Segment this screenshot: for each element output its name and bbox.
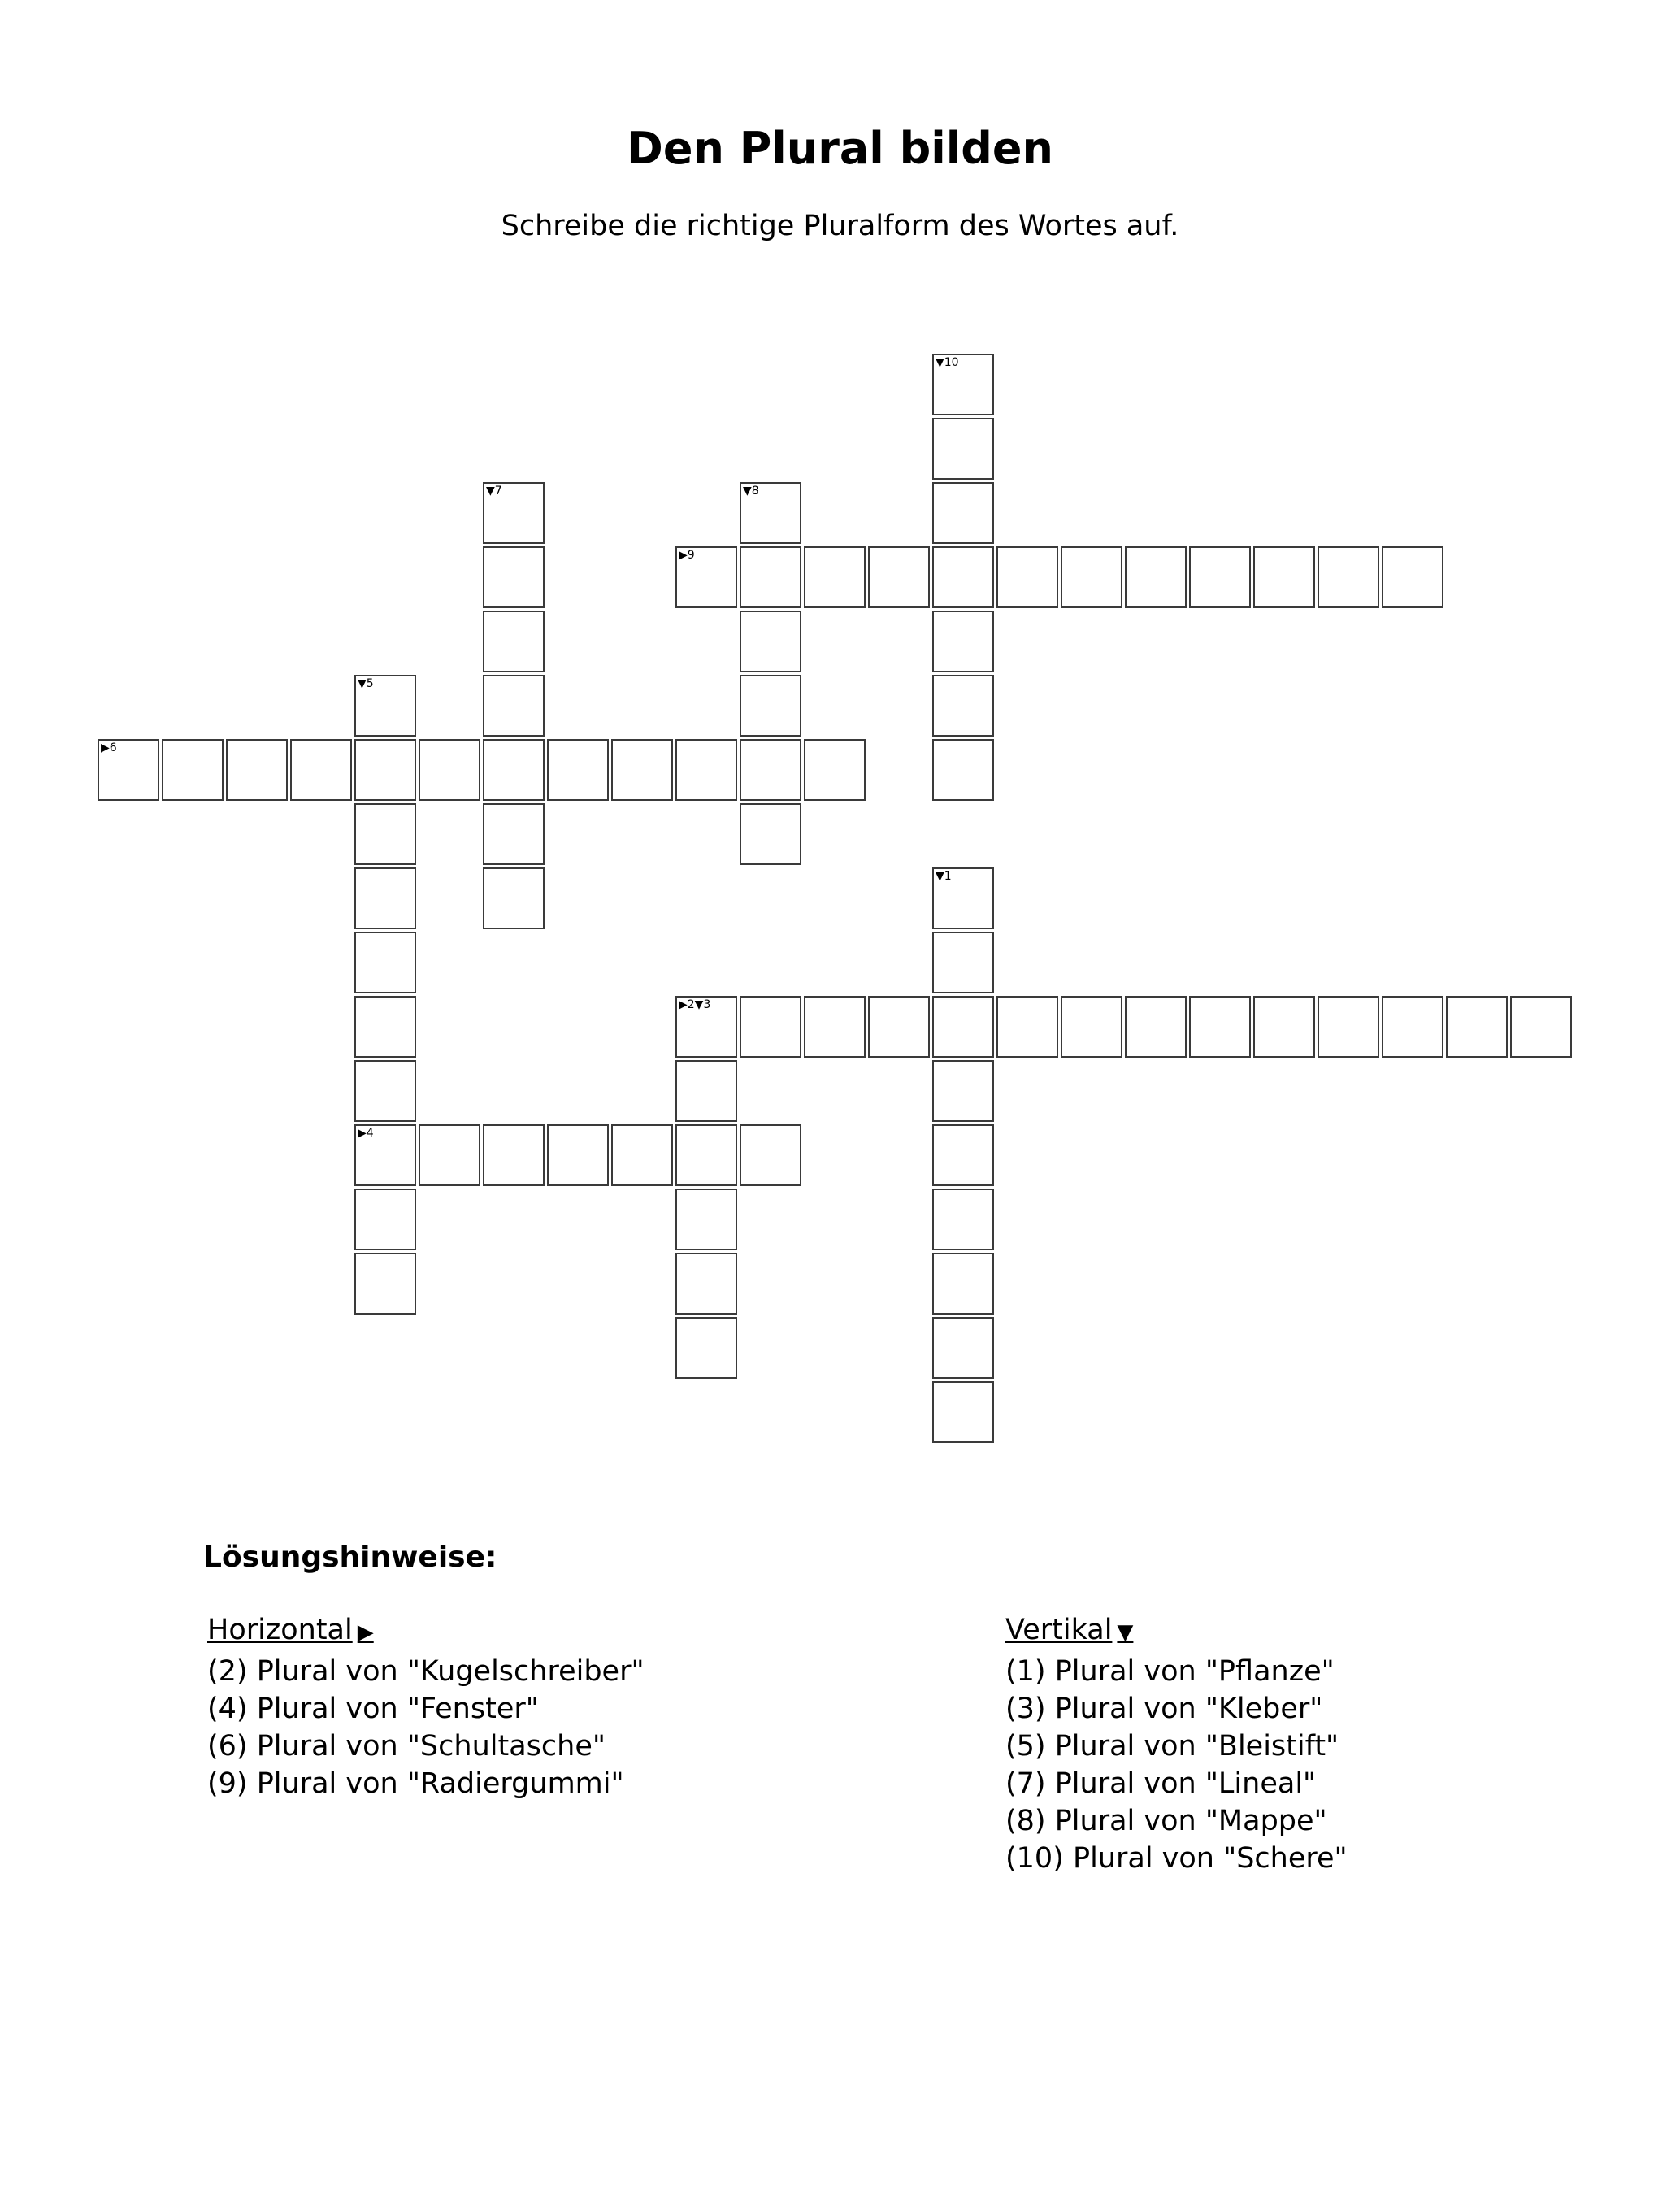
clue-number: ▶9 [679,549,695,562]
grid-cell[interactable] [1189,546,1251,608]
down-arrow-icon: ▼ [1117,1620,1134,1645]
across-clue-4: (4) Plural von "Fenster" [207,1693,539,1725]
right-arrow-icon: ▶ [357,1620,374,1645]
grid-cell[interactable] [483,867,545,929]
grid-cell[interactable] [1125,546,1187,608]
grid-cell[interactable] [740,611,801,672]
grid-cell[interactable] [419,1124,480,1186]
grid-cell[interactable] [932,996,994,1058]
down-clues [1005,1611,1348,1877]
grid-cell[interactable] [675,1189,737,1250]
grid-cell[interactable] [932,354,994,415]
grid-cell[interactable] [932,1381,994,1443]
grid-cell[interactable] [483,675,545,737]
grid-cell[interactable] [932,675,994,737]
grid-cell[interactable] [483,1124,545,1186]
grid-cell[interactable] [1318,996,1379,1058]
grid-cell[interactable] [932,611,994,672]
grid-cell[interactable] [354,1253,416,1315]
across-clue-2: (2) Plural von "Kugelschreiber" [207,1655,645,1688]
grid-cell[interactable] [1446,996,1508,1058]
grid-cell[interactable] [804,739,866,801]
grid-cell[interactable] [483,482,545,544]
grid-cell[interactable] [611,739,673,801]
across-clue-6: (6) Plural von "Schultasche" [207,1730,606,1763]
grid-cell[interactable] [868,996,930,1058]
grid-cell[interactable] [1061,996,1122,1058]
grid-cell[interactable] [1318,546,1379,608]
grid-cell[interactable] [354,803,416,865]
grid-cell[interactable] [932,1253,994,1315]
down-clue-5: (5) Plural von "Bleistift" [1005,1730,1339,1763]
grid-cell[interactable] [868,546,930,608]
grid-cell[interactable] [1125,996,1187,1058]
grid-cell[interactable] [675,1317,737,1379]
grid-cell[interactable] [1382,996,1443,1058]
clue-number: ▼7 [486,485,502,498]
grid-cell[interactable] [675,1253,737,1315]
instructions: Schreibe die richtige Pluralform des Wortes auf. [501,210,1179,242]
grid-cell[interactable] [483,739,545,801]
grid-cell[interactable] [547,1124,609,1186]
clue-number: ▼5 [358,677,374,690]
grid-cell[interactable] [1061,546,1122,608]
grid-cell[interactable] [740,1124,801,1186]
grid-cell[interactable] [1382,546,1443,608]
grid-cell[interactable] [932,418,994,480]
grid-cell[interactable] [740,803,801,865]
grid-cell[interactable] [932,1189,994,1250]
clue-number: ▼1 [936,870,952,883]
grid-cell[interactable] [354,1060,416,1122]
grid-cell[interactable] [354,675,416,737]
across-clues [207,1611,645,1802]
grid-cell[interactable] [932,1060,994,1122]
grid-cell[interactable] [932,1124,994,1186]
grid-cell[interactable] [419,739,480,801]
grid-cell[interactable] [675,1124,737,1186]
grid-cell[interactable] [675,546,737,608]
grid-cell[interactable] [804,546,866,608]
down-clue-10: (10) Plural von "Schere" [1005,1842,1348,1875]
grid-cell[interactable] [996,996,1058,1058]
grid-cell[interactable] [1253,996,1315,1058]
hints-heading: Lösungshinweise: [203,1541,497,1574]
clue-number: ▼8 [743,485,759,498]
grid-cell[interactable] [290,739,352,801]
grid-cell[interactable] [675,1060,737,1122]
clue-number: ▶6 [101,741,117,754]
clue-number: ▶2▼3 [679,998,711,1011]
grid-cell[interactable] [932,482,994,544]
across-clue-9: (9) Plural von "Radiergummi" [207,1767,624,1800]
grid-cell[interactable] [932,867,994,929]
grid-cell[interactable] [996,546,1058,608]
down-clue-8: (8) Plural von "Mappe" [1005,1805,1327,1837]
grid-cell[interactable] [354,996,416,1058]
grid-cell[interactable] [740,546,801,608]
down-clue-3: (3) Plural von "Kleber" [1005,1693,1323,1725]
grid-cell[interactable] [932,932,994,993]
clue-number: ▼10 [936,356,959,369]
page-title: Den Plural bilden [627,123,1053,174]
grid-cell[interactable] [226,739,288,801]
grid-cell[interactable] [354,932,416,993]
grid-cell[interactable] [932,546,994,608]
grid-cell[interactable] [1253,546,1315,608]
down-clue-1: (1) Plural von "Pflanze" [1005,1655,1335,1688]
grid-cell[interactable] [740,739,801,801]
grid-cell[interactable] [1189,996,1251,1058]
grid-cell[interactable] [354,867,416,929]
grid-cell[interactable] [740,996,801,1058]
grid-cell[interactable] [932,1317,994,1379]
grid-cell[interactable] [483,611,545,672]
grid-cell[interactable] [804,996,866,1058]
grid-cell[interactable] [547,739,609,801]
grid-cell[interactable] [354,1189,416,1250]
grid-cell[interactable] [354,1124,416,1186]
down-clue-7: (7) Plural von "Lineal" [1005,1767,1317,1800]
grid-cell[interactable] [611,1124,673,1186]
grid-cell[interactable] [675,739,737,801]
grid-cell[interactable] [354,739,416,801]
grid-cell[interactable] [932,739,994,801]
grid-cell[interactable] [162,739,224,801]
grid-cell[interactable] [483,546,545,608]
grid-cell[interactable] [740,675,801,737]
grid-cell[interactable] [98,739,159,801]
grid-cell[interactable] [483,803,545,865]
clue-number: ▶4 [358,1127,374,1140]
grid-cell[interactable] [675,996,737,1058]
across-heading: Horizontal ▶ [207,1614,374,1646]
grid-cell[interactable] [1510,996,1572,1058]
down-heading: Vertikal ▼ [1005,1614,1134,1646]
grid-cell[interactable] [740,482,801,544]
